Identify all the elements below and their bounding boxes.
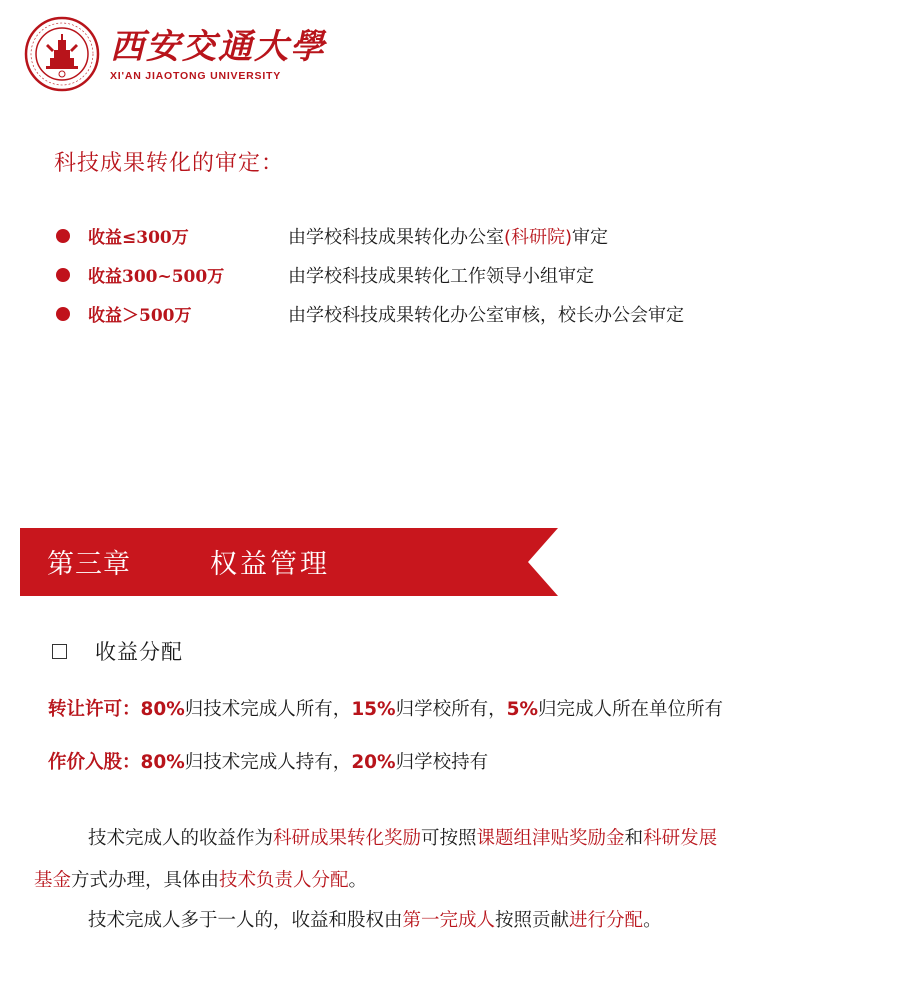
chapter-title: 权益管理 — [210, 549, 330, 580]
chapter-number: 第三章 — [47, 549, 131, 580]
bullet-icon — [56, 229, 70, 243]
list-item — [56, 216, 816, 255]
criteria-desc: 由学校科技成果转化办公室审核，校长办公会审定 — [288, 304, 684, 326]
bullet-icon — [56, 307, 70, 321]
license-distribution: 转让许可：80%归技术完成人所有，15%归学校所有，5%归完成人所在单位所有 — [48, 699, 724, 720]
university-name-cn: 西安交通大學 — [110, 27, 326, 67]
criteria-range: 收益＞500万 — [88, 306, 192, 326]
criteria-range: 收益≤300万 — [88, 228, 189, 248]
criteria-list — [56, 216, 816, 333]
paragraph-1-line-2: 基金方式办理，具体由技术负责人分配。 — [34, 870, 368, 891]
subsection-heading — [52, 636, 183, 666]
criteria-range: 收益300~500万 — [88, 267, 225, 287]
criteria-title: 科技成果转化的审定： — [54, 151, 285, 176]
checkbox-icon — [52, 644, 67, 659]
paragraph-2: 技术完成人多于一人的，收益和股权由第一完成人按照贡献进行分配。 — [88, 910, 662, 931]
criteria-desc: 由学校科技成果转化办公室(科研院)审定 — [288, 226, 609, 248]
criteria-desc: 由学校科技成果转化工作领导小组审定 — [288, 265, 594, 287]
list-item — [56, 255, 816, 294]
list-item — [56, 294, 816, 333]
equity-distribution: 作价入股：80%归技术完成人持有，20%归学校持有 — [48, 752, 489, 773]
university-seal-icon — [24, 16, 100, 92]
bullet-icon — [56, 268, 70, 282]
paragraph-1-line-1: 技术完成人的收益作为科研成果转化奖励可按照课题组津贴奖励金和科研发展 — [88, 828, 718, 849]
chapter-banner — [20, 528, 560, 596]
university-name-en: XI'AN JIAOTONG UNIVERSITY — [110, 70, 282, 82]
page-header — [24, 14, 326, 94]
subsection-label: 收益分配 — [95, 640, 183, 664]
